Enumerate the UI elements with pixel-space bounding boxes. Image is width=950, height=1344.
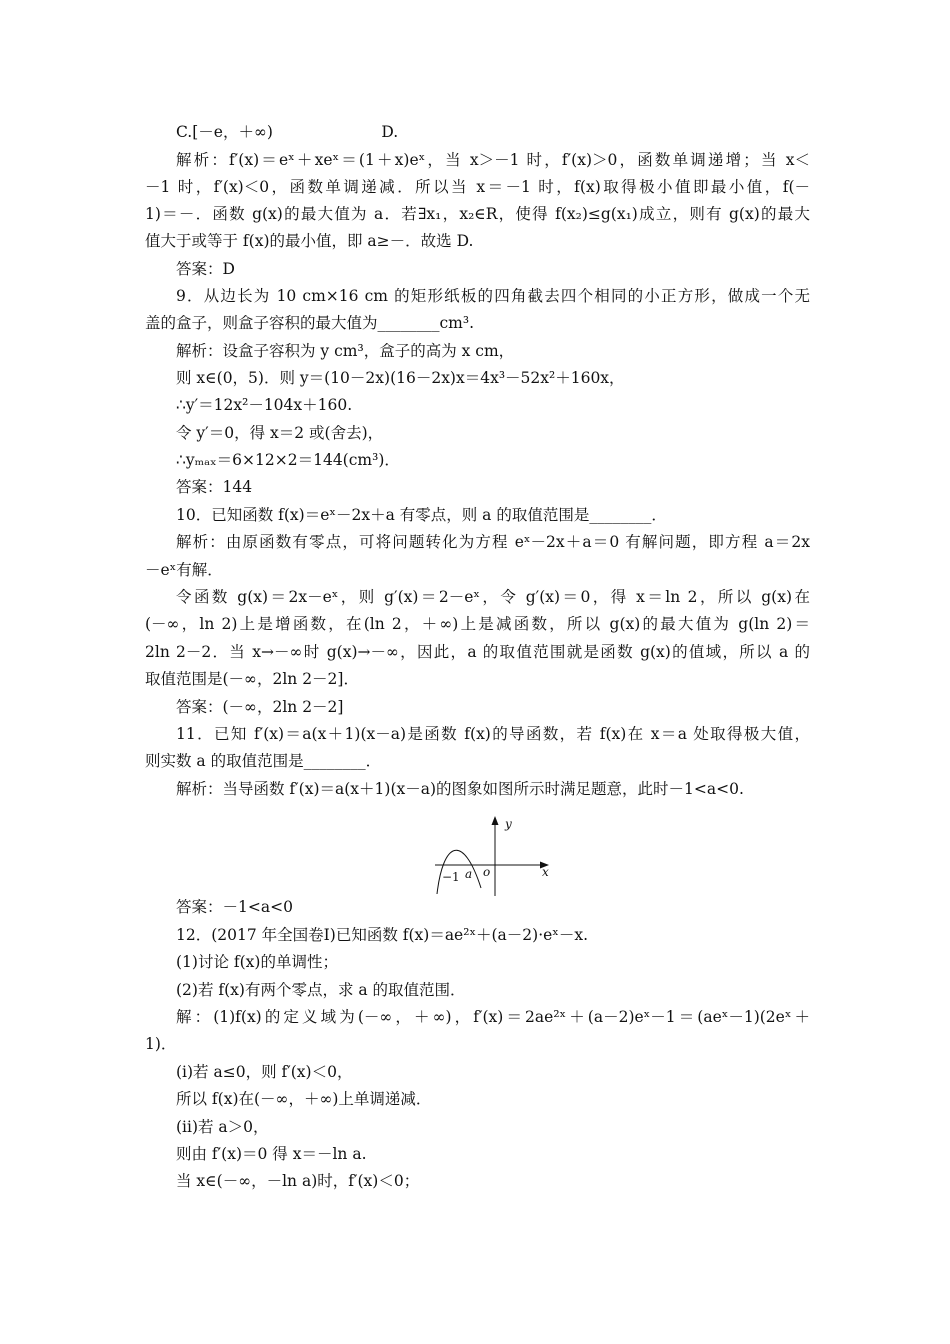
neg-one-label: −1 [442,870,460,884]
text-line: (1)讨论 f(x)的单调性； [176,953,338,971]
text-line: 9．从边长为 10 cm×16 cm 的矩形纸板的四角截去四个相同的小正方形，做成一个无 [176,287,810,305]
text-line: －eˣ有解． [145,561,223,579]
text-line: 令 y′＝0，得 x＝2 或(舍去)， [176,424,384,442]
text-line: 取值范围是(－∞，2ln 2－2]． [145,670,359,688]
text-line: 解析：设盒子容积为 y cm³，盒子的高为 x cm， [176,342,515,360]
text-line: 1)． [145,1035,177,1053]
text-line: (ⅰ)若 a≤0，则 f′(x)＜0， [176,1063,353,1081]
y-axis-arrow-icon [492,816,499,825]
text-line: 答案：144 [176,478,253,496]
text-line: 解析：f′(x)＝eˣ＋xeˣ＝(1＋x)eˣ，当 x＞－1 时，f′(x)＞0，函数单调递增；当 x＜ [176,151,810,169]
text-line: 解：(1)f(x)的定义域为(－∞，＋∞)，f′(x)＝2ae²ˣ＋(a－2)eˣ－1＝(aeˣ－1)(2eˣ＋ [176,1008,810,1026]
text-line: 10．已知函数 f(x)＝eˣ－2x＋a 有零点，则 a 的取值范围是________． [176,506,667,524]
text-line: 11．已知 f′(x)＝a(x＋1)(x－a)是函数 f(x)的导函数，若 f(x)在 x＝a 处取得极大值， [176,725,810,743]
x-axis-label: x [542,865,549,879]
text-line: 解析：当导函数 f′(x)＝a(x＋1)(x－a)的图象如图所示时满足题意，此时－1<a<0. [176,780,744,798]
text-line: 1)＝－．函数 g(x)的最大值为 a．若∃x₁，x₂∈R，使得 f(x₂)≤g(x₁)成立，则有 g(x)的最大 [145,205,810,223]
text-line: 则实数 a 的取值范围是________． [145,752,382,770]
text-line: 值大于或等于 f(x)的最小值，即 a≥－．故选 D. [145,232,474,250]
origin-label: o [483,865,491,879]
text-line: (－∞，ln 2)上是增函数，在(ln 2，＋∞)上是减函数，所以 g(x)的最大值为 g(ln 2)＝ [145,615,810,633]
text-line: ∴y′＝12x²－104x＋160. [176,396,353,414]
text-line: 解析：由原函数有零点，可将问题转化为方程 eˣ－2x＋a＝0 有解问题，即方程 a＝2x [176,533,810,551]
text-line: (2)若 f(x)有两个零点，求 a 的取值范围． [176,981,466,999]
text-line: C.[－e，＋∞) D. [176,123,399,141]
text-line: 答案：D [176,260,235,278]
y-axis-label: y [505,817,512,831]
text-line: 则 x∈(0，5)．则 y＝(10－2x)(16－2x)x＝4x³－52x²＋160x， [176,369,625,387]
text-line: 令函数 g(x)＝2x－eˣ，则 g′(x)＝2－eˣ，令 g′(x)＝0，得 x＝ln 2，所以 g(x)在 [176,588,810,606]
derivative-graph-figure [425,812,555,896]
text-line: 则由 f′(x)＝0 得 x＝－ln a. [176,1145,367,1163]
text-line: 答案：－1<a<0 [176,898,293,916]
text-line: 盖的盒子，则盒子容积的最大值为________cm³. [145,314,475,332]
text-line: －1 时，f′(x)＜0，函数单调递减．所以当 x＝－1 时，f(x)取得极小值即最小值，f(－ [145,178,810,196]
text-line: 答案：(－∞，2ln 2－2] [176,698,344,716]
text-line: 12．(2017 年全国卷Ⅰ)已知函数 f(x)＝ae²ˣ＋(a－2)·eˣ－x. [176,926,589,944]
text-line: 2ln 2－2．当 x→－∞时 g(x)→－∞，因此，a 的取值范围就是函数 g(x)的值域，所以 a 的 [145,643,810,661]
a-label: a [465,867,473,881]
text-line: ∴yₘₐₓ＝6×12×2＝144(cm³)． [176,451,400,469]
text-line: 所以 f(x)在(－∞，＋∞)上单调递减． [176,1090,432,1108]
text-line: (ⅱ)若 a＞0， [176,1118,269,1136]
text-line: 当 x∈(－∞，－ln a)时，f′(x)＜0； [176,1172,420,1190]
